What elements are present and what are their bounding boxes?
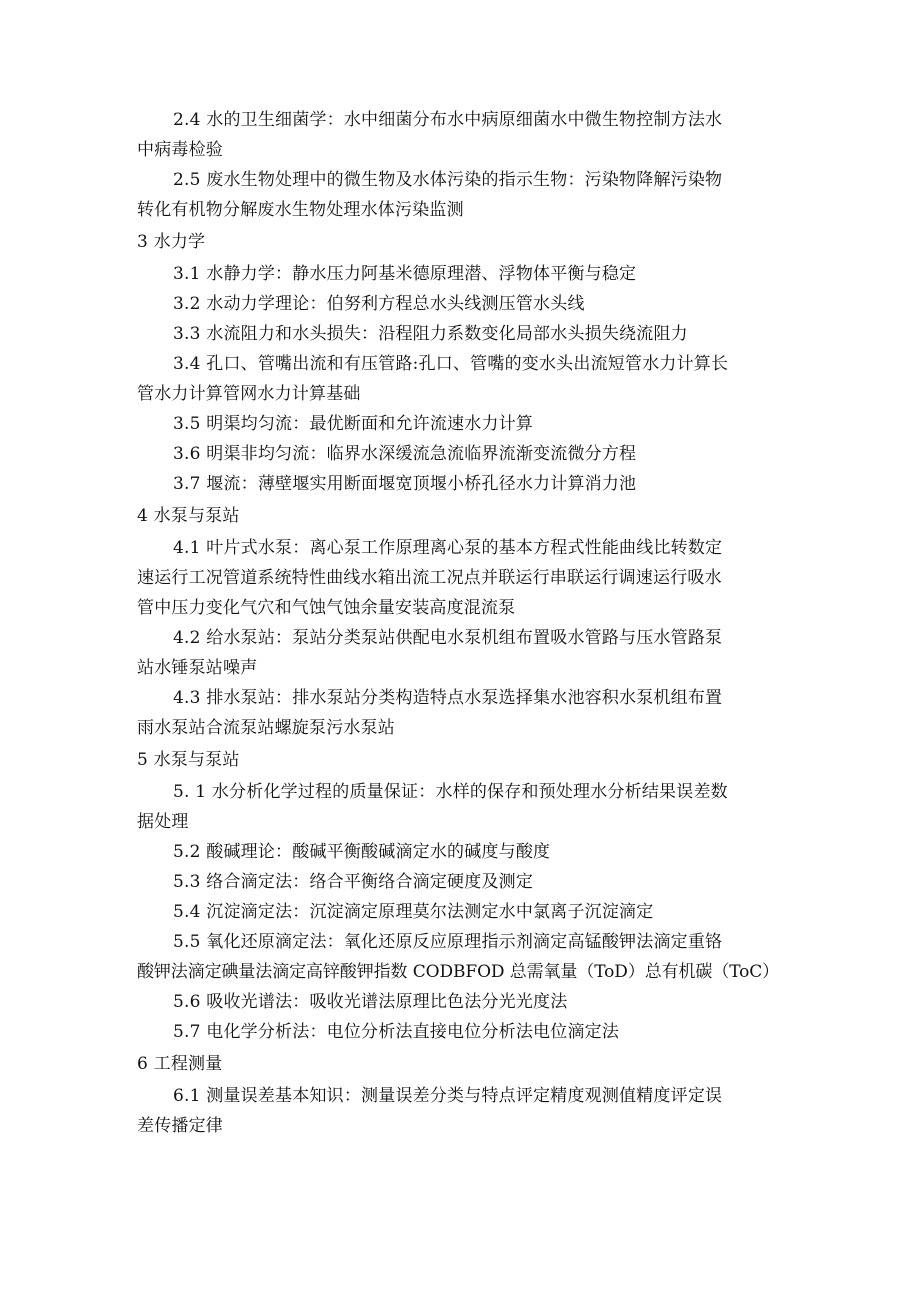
continuation-line: 管水力计算管网水力计算基础 [137,384,361,404]
subsection-line: 5.5 氧化还原滴定法：氧化还原反应原理指示剂滴定高锰酸钾法滴定重铬 [173,932,723,952]
subsection-line: 3.7 堰流：薄壁堰实用断面堰宽顶堰小桥孔径水力计算消力池 [173,474,637,494]
subsection-line: 6.1 测量误差基本知识：测量误差分类与特点评定精度观测值精度评定误 [173,1086,723,1106]
subsection-line: 3.4 孔口、管嘴出流和有压管路:孔口、管嘴的变水头出流短管水力计算长 [173,354,729,374]
subsection-line: 3.5 明渠均匀流：最优断面和允许流速水力计算 [173,414,534,434]
section-heading: 4 水泵与泵站 [137,506,240,526]
subsection-line: 3.6 明渠非均匀流：临界水深缓流急流临界流渐变流微分方程 [173,444,637,464]
continuation-line: 酸钾法滴定碘量法滴定高锌酸钾指数 CODBFOD 总需氧量（ToD）总有机碳（ToC） [137,962,780,982]
document-body [137,105,780,1141]
continuation-line: 据处理 [137,812,189,832]
subsection-line: 5.6 吸收光谱法：吸收光谱法原理比色法分光光度法 [173,992,568,1012]
subsection-line: 5.4 沉淀滴定法：沉淀滴定原理莫尔法测定水中氯离子沉淀滴定 [173,902,654,922]
section-heading: 5 水泵与泵站 [137,750,240,770]
subsection-line: 2.5 废水生物处理中的微生物及水体污染的指示生物：污染物降解污染物 [173,170,723,190]
subsection-line: 5.7 电化学分析法：电位分析法直接电位分析法电位滴定法 [173,1022,620,1042]
subsection-line: 3.3 水流阻力和水头损失：沿程阻力系数变化局部水头损失绕流阻力 [173,324,688,344]
continuation-line: 中病毒检验 [137,140,223,160]
subsection-line: 4.3 排水泵站：排水泵站分类构造特点水泵选择集水池容积水泵机组布置 [173,688,723,708]
subsection-line: 2.4 水的卫生细菌学：水中细菌分布水中病原细菌水中微生物控制方法水 [173,110,723,130]
continuation-line: 转化有机物分解废水生物处理水体污染监测 [137,200,464,220]
subsection-line: 4.1 叶片式水泵：离心泵工作原理离心泵的基本方程式性能曲线比转数定 [173,538,723,558]
continuation-line: 站水锤泵站噪声 [137,658,258,678]
continuation-line: 差传播定律 [137,1116,223,1136]
continuation-line: 雨水泵站合流泵站螺旋泵污水泵站 [137,718,395,738]
subsection-line: 5. 1 水分析化学过程的质量保证：水样的保存和预处理水分析结果误差数 [173,782,728,802]
continuation-line: 速运行工况管道系统特性曲线水箱出流工况点并联运行串联运行调速运行吸水 [137,568,722,588]
subsection-line: 3.2 水动力学理论：伯努利方程总水头线测压管水头线 [173,294,585,314]
continuation-line: 管中压力变化气穴和气蚀气蚀余量安装高度混流泵 [137,598,516,618]
subsection-line: 3.1 水静力学：静水压力阿基米德原理潜、浮物体平衡与稳定 [173,264,637,284]
subsection-line: 4.2 给水泵站：泵站分类泵站供配电水泵机组布置吸水管路与压水管路泵 [173,628,723,648]
section-heading: 3 水力学 [137,232,206,252]
section-heading: 6 工程测量 [137,1054,223,1074]
subsection-line: 5.3 络合滴定法：络合平衡络合滴定硬度及测定 [173,872,534,892]
subsection-line: 5.2 酸碱理论：酸碱平衡酸碱滴定水的碱度与酸度 [173,842,551,862]
